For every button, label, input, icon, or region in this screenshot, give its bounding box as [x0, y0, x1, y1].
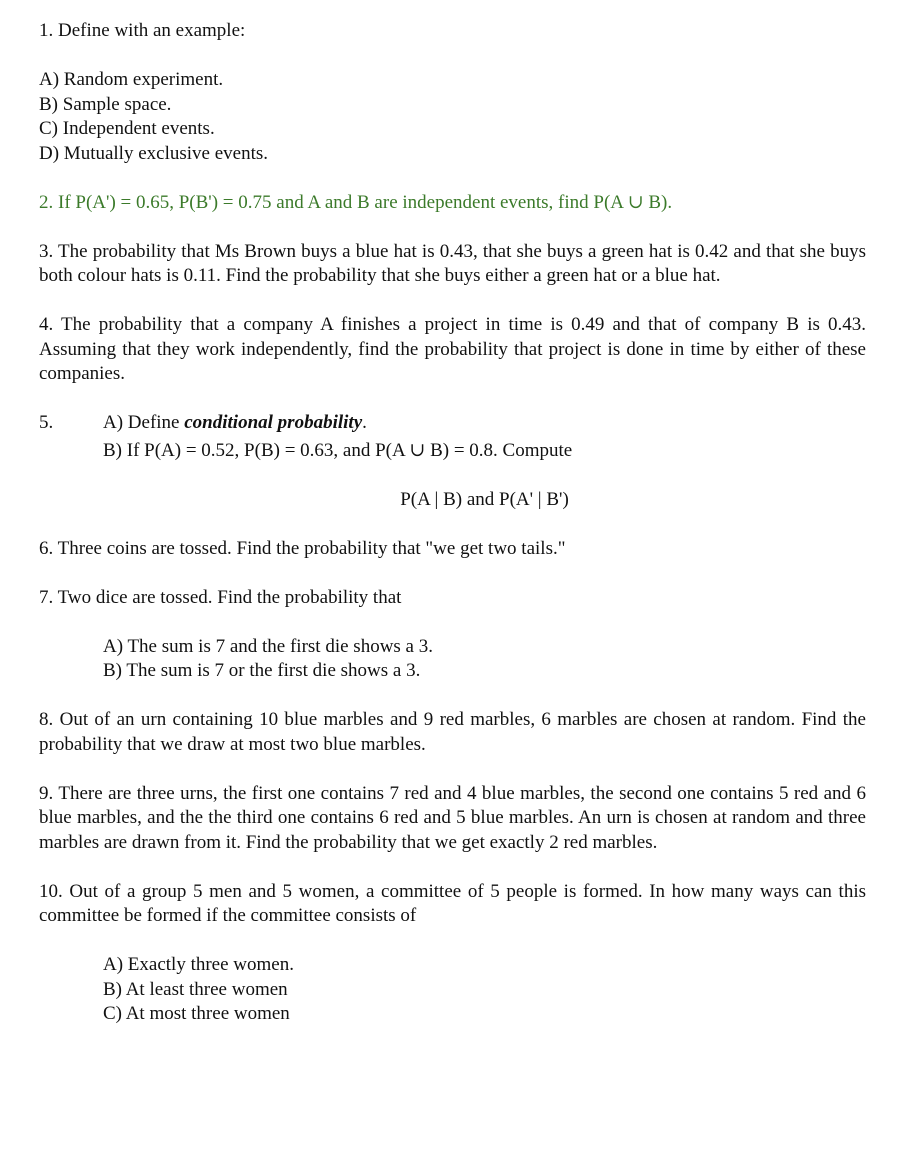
question-10-item-b: B) At least three women — [103, 978, 288, 1000]
question-1-item-d: D) Mutually exclusive events. — [39, 142, 269, 164]
question-5-part-a-suffix: . — [362, 412, 367, 433]
question-10-item-c: C) At most three women — [103, 1003, 290, 1024]
question-9: 9. There are three urns, the first one contains 7 red and 4 blue marbles, the second one contains 5 red and 6 blue marbles, and the the third one contains 6 red and 5 blue marbles. An urn is chosen at random and three marbles are drawn from it. Find the probability that we get exactly 2 red marbles. — [39, 782, 866, 853]
question-7 — [39, 586, 866, 684]
question-1-item-b: B) Sample space. — [39, 93, 172, 115]
question-5-part-a — [103, 411, 367, 436]
question-2: 2. If P(A') = 0.65, P(B') = 0.75 and A and B are independent events, find P(A ∪ B). — [39, 191, 673, 213]
question-10-item-a: A) Exactly three women. — [103, 954, 294, 975]
document-page — [39, 19, 866, 1027]
question-10-text: 10. Out of a group 5 men and 5 women, a committee of 5 people is formed. In how many ways can this committee be formed if the committee consists of — [39, 880, 866, 926]
question-6: 6. Three coins are tossed. Find the probability that "we get two tails." — [39, 537, 566, 559]
question-5-part-b: B) If P(A) = 0.52, P(B) = 0.63, and P(A ∪ B) = 0.8. Compute — [103, 439, 573, 461]
question-1 — [39, 19, 866, 166]
question-5 — [39, 411, 866, 512]
question-7-title: 7. Two dice are tossed. Find the probability that — [39, 586, 402, 608]
question-10 — [39, 880, 866, 1027]
question-1-item-c: C) Independent events. — [39, 118, 215, 139]
question-5-number: 5. — [39, 412, 54, 433]
question-7-item-b: B) The sum is 7 or the first die shows a 3. — [103, 660, 421, 681]
question-7-item-a: A) The sum is 7 and the first die shows a 3. — [103, 635, 433, 657]
question-5-term: conditional probability — [184, 412, 363, 433]
question-5-part-a-prefix: A) Define — [103, 412, 185, 433]
question-1-title: 1. Define with an example: — [39, 20, 246, 41]
question-8: 8. Out of an urn containing 10 blue marbles and 9 red marbles, 6 marbles are chosen at random. Find the probability that we draw at most two blue marbles. — [39, 709, 866, 755]
question-4: 4. The probability that a company A finishes a project in time is 0.49 and that of company B is 0.43. Assuming that they work independently, find the probability that project is done in time by either of these companies. — [39, 314, 866, 384]
question-3: 3. The probability that Ms Brown buys a blue hat is 0.43, that she buys a green hat is 0.42 and that she buys both colour hats is 0.11. Find the probability that she buys either a green hat or a blue hat. — [39, 240, 866, 286]
question-1-item-a: A) Random experiment. — [39, 69, 224, 90]
question-5-formula: P(A | B) and P(A' | B') — [400, 488, 569, 510]
